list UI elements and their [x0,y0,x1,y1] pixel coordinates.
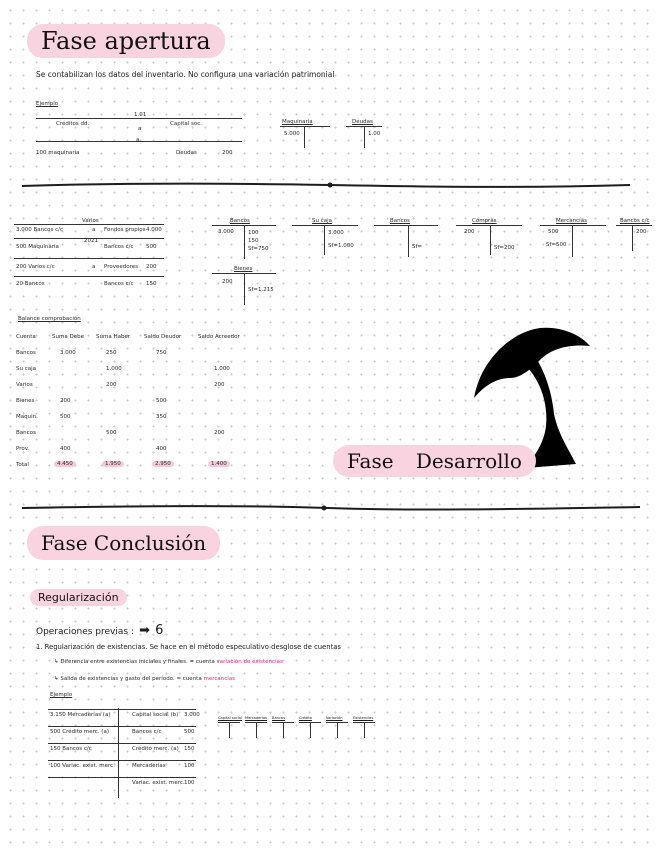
balance-header: Saldo Acreedor [198,334,240,340]
apertura-entry-left1: Créditos dd. [56,121,90,127]
conclusion-journal-amount: 3.000 [184,712,200,718]
conclusion-journal-amount: 100 [184,780,195,786]
conclusion-journal-amount: 150 [184,746,195,752]
journal-amount: 500 [146,244,157,250]
apertura-intro: Se contabilizan los datos del inventario. No configura una variación patrimonial [36,70,335,79]
apertura-journal-line-top [36,118,242,119]
t-account-hline [292,225,358,226]
balance-total-label: Total [16,462,29,468]
balance-account: Su caja [16,366,37,372]
sub-arrow-icon: ↳ [54,676,61,682]
mini-t-account-name: Variación [326,716,343,720]
t-account-debit: 500 [548,229,559,235]
balance-cell: 350 [156,414,167,420]
heading-desarrollo: Fase Desarrollo [333,445,536,477]
journal-left: 500 Maquinaria [16,244,59,250]
conclusion-ejemplo-label: Ejemplo [50,692,73,698]
conclusion-journal-left: 150 Bancos c/c [50,746,92,752]
t-account-debit: 3.000 [218,229,234,235]
apertura-entry-right2-amt: 200 [222,150,233,156]
t-account-debit: 200 [464,229,475,235]
t-account-name: Bancos [390,218,410,224]
sub1-highlight: variación de existencias [216,659,283,665]
heading-regularizacion: Regularización [30,589,127,606]
t-account-name: Compras [472,218,497,224]
apertura-entry-right1: Capital soc. [170,121,203,127]
t-account-name: Maquinaria [282,119,313,125]
mini-t-account-name: Existencias [353,716,374,720]
conclusion-journal-amount: 500 [184,729,195,735]
balance-title: Balance comprobación [18,316,81,322]
journal-right: Bancos c/c [104,281,134,287]
balance-cell: 200 [60,398,71,404]
balance-account: Bancos [16,430,36,436]
t-account-vline [283,722,284,738]
conclusion-journal-line [48,709,196,710]
conclusion-journal-left: 3.150 Mercaderías (a) [50,712,111,718]
section-divider-2 [0,502,656,514]
t-account-vline [364,722,365,738]
t-account-vline [244,225,245,259]
conclusion-journal-line [48,743,196,744]
apertura-entry-xy: a [136,137,140,143]
t-account-credit: Sf=200 [494,245,515,251]
t-account-name: Mercancías [556,218,587,224]
balance-header: Cuenta [16,334,36,340]
journal-mid: a [92,227,96,233]
operaciones-number: 6 [155,623,164,638]
journal-right: Bancos c/c [104,244,134,250]
t-account-vline [337,722,338,738]
journal-left: 3.000 Bancos c/c [16,227,64,233]
balance-header: Suma Debe [52,334,84,340]
t-account-name: Deudas [352,119,373,125]
t-account-debit: 3.000 [328,230,344,236]
conclusion-sub-2 [54,676,235,682]
t-account-hline [456,225,522,226]
journal-amount: 200 [146,264,157,270]
balance-cell: 500 [106,430,117,436]
t-account-name: Su caja [312,218,333,224]
balance-cell: 400 [156,446,167,452]
t-account-vline [324,225,325,255]
desarrollo-journal-line [14,258,164,259]
t-account-vline [632,225,633,251]
balance-cell: 400 [60,446,71,452]
balance-account: Bancos [16,350,36,356]
desarrollo-journal-line [14,276,164,277]
t-account-vline [229,722,230,738]
conclusion-journal-line [48,726,196,727]
mini-t-account-name: Capital social [218,716,242,720]
apertura-entry-right2: Deudas [176,150,197,156]
t-account-hline [280,126,330,127]
t-account-vline [490,225,491,255]
balance-total-debe: 4.450 [54,461,76,467]
t-account-vline [310,722,311,738]
desarrollo-journal-title: Varios [82,218,99,224]
balance-cell: 500 [156,398,167,404]
conclusion-journal-right: Crédito merc. (a) [132,746,179,752]
sub1-text: Diferencia entre existencias iniciales y finales. = cuenta [60,659,215,665]
journal-left: 200 Varios c/c [16,264,55,270]
balance-account: Prov. [16,446,30,452]
journal-right: Fondos propios [104,227,146,233]
arrow-right-icon: ➡ [139,623,150,638]
apertura-entry-date: 1.01 [134,112,147,118]
balance-total-deudor: 2.950 [152,461,174,467]
journal-left: 20 Bancos [16,281,45,287]
t-account-vline [408,225,409,257]
sub-arrow-icon: ↳ [54,659,61,665]
t-account-name: Bienes [234,266,253,272]
desarrollo-journal-line [14,224,164,225]
balance-cell: 500 [60,414,71,420]
operaciones-previas [36,619,163,638]
t-account-vline [256,722,257,738]
section-divider-1 [0,180,656,192]
t-account-hline [540,225,606,226]
apertura-entry-number: a [138,126,142,132]
balance-cell: 3.000 [60,350,76,356]
t-account-credit: 100 150 Sf=750 [248,230,269,252]
balance-cell: 200 [106,382,117,388]
conclusion-journal-right: Mercaderías [132,763,166,769]
t-account-vline [572,225,573,257]
t-account-credit: Sf=500 [546,242,567,248]
operaciones-label: Operaciones previas : [36,627,134,637]
t-account-credit: 200 [636,229,647,235]
t-account-name: Bancos c/c [620,218,650,224]
t-account-vline [364,126,365,148]
sub2-highlight: mercancías [203,676,236,682]
conclusion-journal-amount: 100 [184,763,195,769]
balance-total-acreedor: 1.400 [208,461,230,467]
t-account-hline [616,225,652,226]
balance-header: Saldo Deudor [144,334,182,340]
balance-cell: 250 [106,350,117,356]
conclusion-journal-line [48,760,196,761]
sub2-text: Salida de existencias y gasto del período. = cuenta [60,676,202,682]
t-account-hline [374,225,438,226]
conclusion-journal-right: Capital social (b) [132,712,179,718]
balance-total-haber: 1.950 [102,461,124,467]
t-account-debit: 5.000 [284,131,300,137]
conclusion-journal-line [48,777,196,778]
journal-mid: a [92,264,96,270]
balance-account: Varios [16,382,33,388]
balance-account: Bienes [16,398,35,404]
mini-t-account-name: Crédito [299,716,313,720]
balance-cell: 200 [214,430,225,436]
balance-cell: 200 [214,382,225,388]
conclusion-journal-left: 100 Variac. exist. merc. [50,763,115,769]
journal-right: Proveedores [104,264,138,270]
mini-t-account-name: Bancos [272,716,285,720]
conclusion-journal-right: Variac. exist. merc. [132,780,185,786]
conclusion-journal-right: Bancos c/c [132,729,162,735]
t-account-credit: 1.00 [368,131,381,137]
heading-apertura: Fase apertura [27,24,225,58]
conclusion-journal-left: 500 Crédito merc. (a) [50,729,109,735]
mini-t-account-name: Mercaderías [245,716,267,720]
apertura-entry-left2: 100 maquinaria [36,150,80,156]
apertura-ejemplo-label: Ejemplo [36,101,59,107]
balance-cell: 1.000 [214,366,230,372]
journal-amount: 4.000 [146,227,162,233]
journal-mid: 2021 [84,238,98,244]
journal-amount: 150 [146,281,157,287]
t-account-vline [304,126,305,148]
t-account-name: Bancos [230,218,250,224]
t-account-credit: Sf=1.215 [248,287,274,293]
t-account-credit: Sf=1.000 [328,243,354,249]
balance-cell: 1.000 [106,366,122,372]
t-account-vline [244,273,245,305]
balance-account: Maquin. [16,414,38,420]
conclusion-item-1: 1. Regularización de existencias. Se hace en el método especulativo desglose de cuentas [36,643,341,651]
t-account-debit: Sf= [412,244,423,250]
t-account-debit: 200 [222,279,233,285]
balance-header: Suma Haber [96,334,131,340]
balance-cell: 750 [156,350,167,356]
conclusion-sub-1 [54,659,283,665]
heading-conclusion: Fase Conclusión [27,526,220,560]
conclusion-journal-divider [118,708,119,798]
